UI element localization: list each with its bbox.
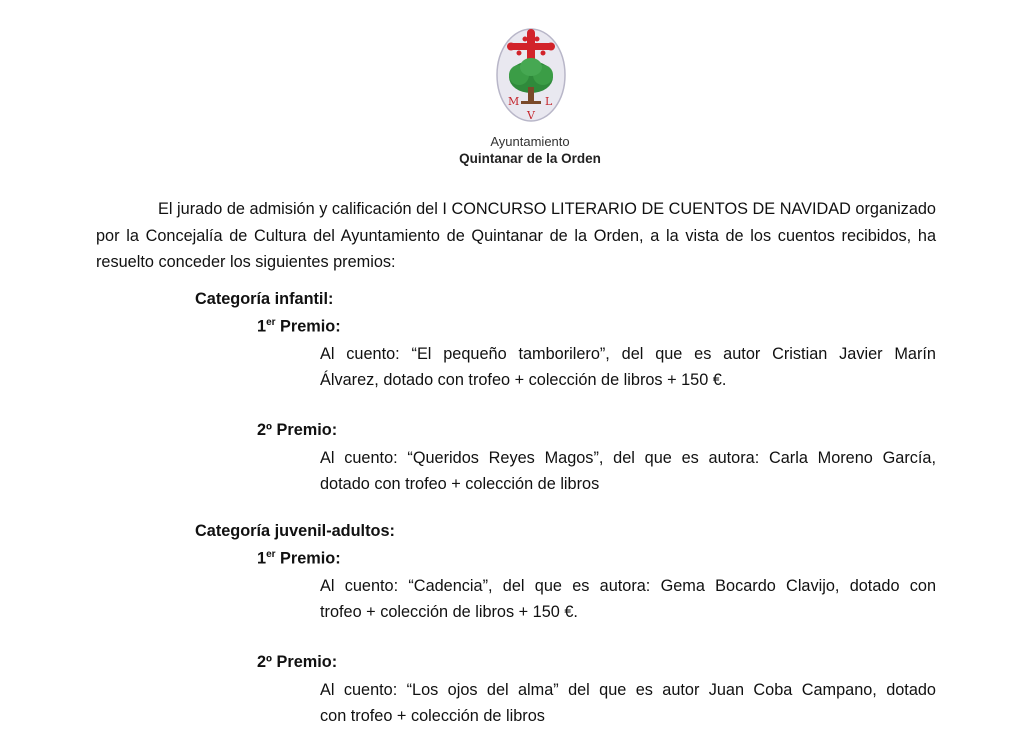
institution-line2: Quintanar de la Orden [459,151,601,166]
category-title-infantil: Categoría infantil: [195,290,334,308]
prize-label: Premio: [275,317,341,336]
description-line1: Al cuento: “Cadencia”, del que es autora: Gema Bocardo Clavijo, dotado con [320,577,936,595]
prize-heading-infantil-2: 2º Premio: [257,421,338,439]
description-line1: Al cuento: “Los ojos del alma” del que es autor Juan Coba Campano, dotado [320,681,936,699]
intro-text: El jurado de admisión y calificación del I CONCURSO LITERARIO DE CUENTOS DE NAVIDAD organizado por la Concejalía de Cultura del Ayuntamiento de Quintanar de la Orden, a la vista de los cuentos recibidos, ha resuelto conceder los siguientes premios: [96,200,936,271]
prize-number: 1 [257,549,267,568]
prize-description-infantil-2 [320,446,936,497]
prize-ordinal: er [266,317,276,328]
description-line1: Al cuento: “Queridos Reyes Magos”, del que es autora: Carla Moreno García, [320,449,936,467]
crest-letter-l: L [545,95,553,108]
intro-paragraph [96,196,936,276]
category-title-juvenil-adultos: Categoría juvenil-adultos: [195,522,395,540]
prize-ordinal: er [266,549,276,560]
description-line2: Álvarez, dotado con trofeo + colección de libros + 150 €. [320,370,727,389]
prize-description-juvenil-2 [320,678,936,729]
crest-letter-m: M [508,95,520,108]
prize-number: 1 [257,317,267,336]
description-line2: con trofeo + colección de libros [320,706,545,725]
prize-description-infantil-1 [320,342,936,393]
prize-heading-juvenil-2: 2º Premio: [257,653,338,671]
prize-heading-juvenil-1 [257,549,341,568]
description-line2: dotado con trofeo + colección de libros [320,474,600,493]
description-line1: Al cuento: “El pequeño tamborilero”, del que es autor Cristian Javier Marín [320,345,936,363]
institution-name [430,134,630,167]
description-line2: trofeo + colección de libros + 150 €. [320,602,578,621]
municipal-crest [495,27,567,123]
prize-description-juvenil-1 [320,574,936,625]
crest-letter-v: V [527,109,535,122]
prize-heading-infantil-1 [257,317,341,336]
prize-label: Premio: [275,549,341,568]
institution-line1: Ayuntamiento [490,134,570,149]
